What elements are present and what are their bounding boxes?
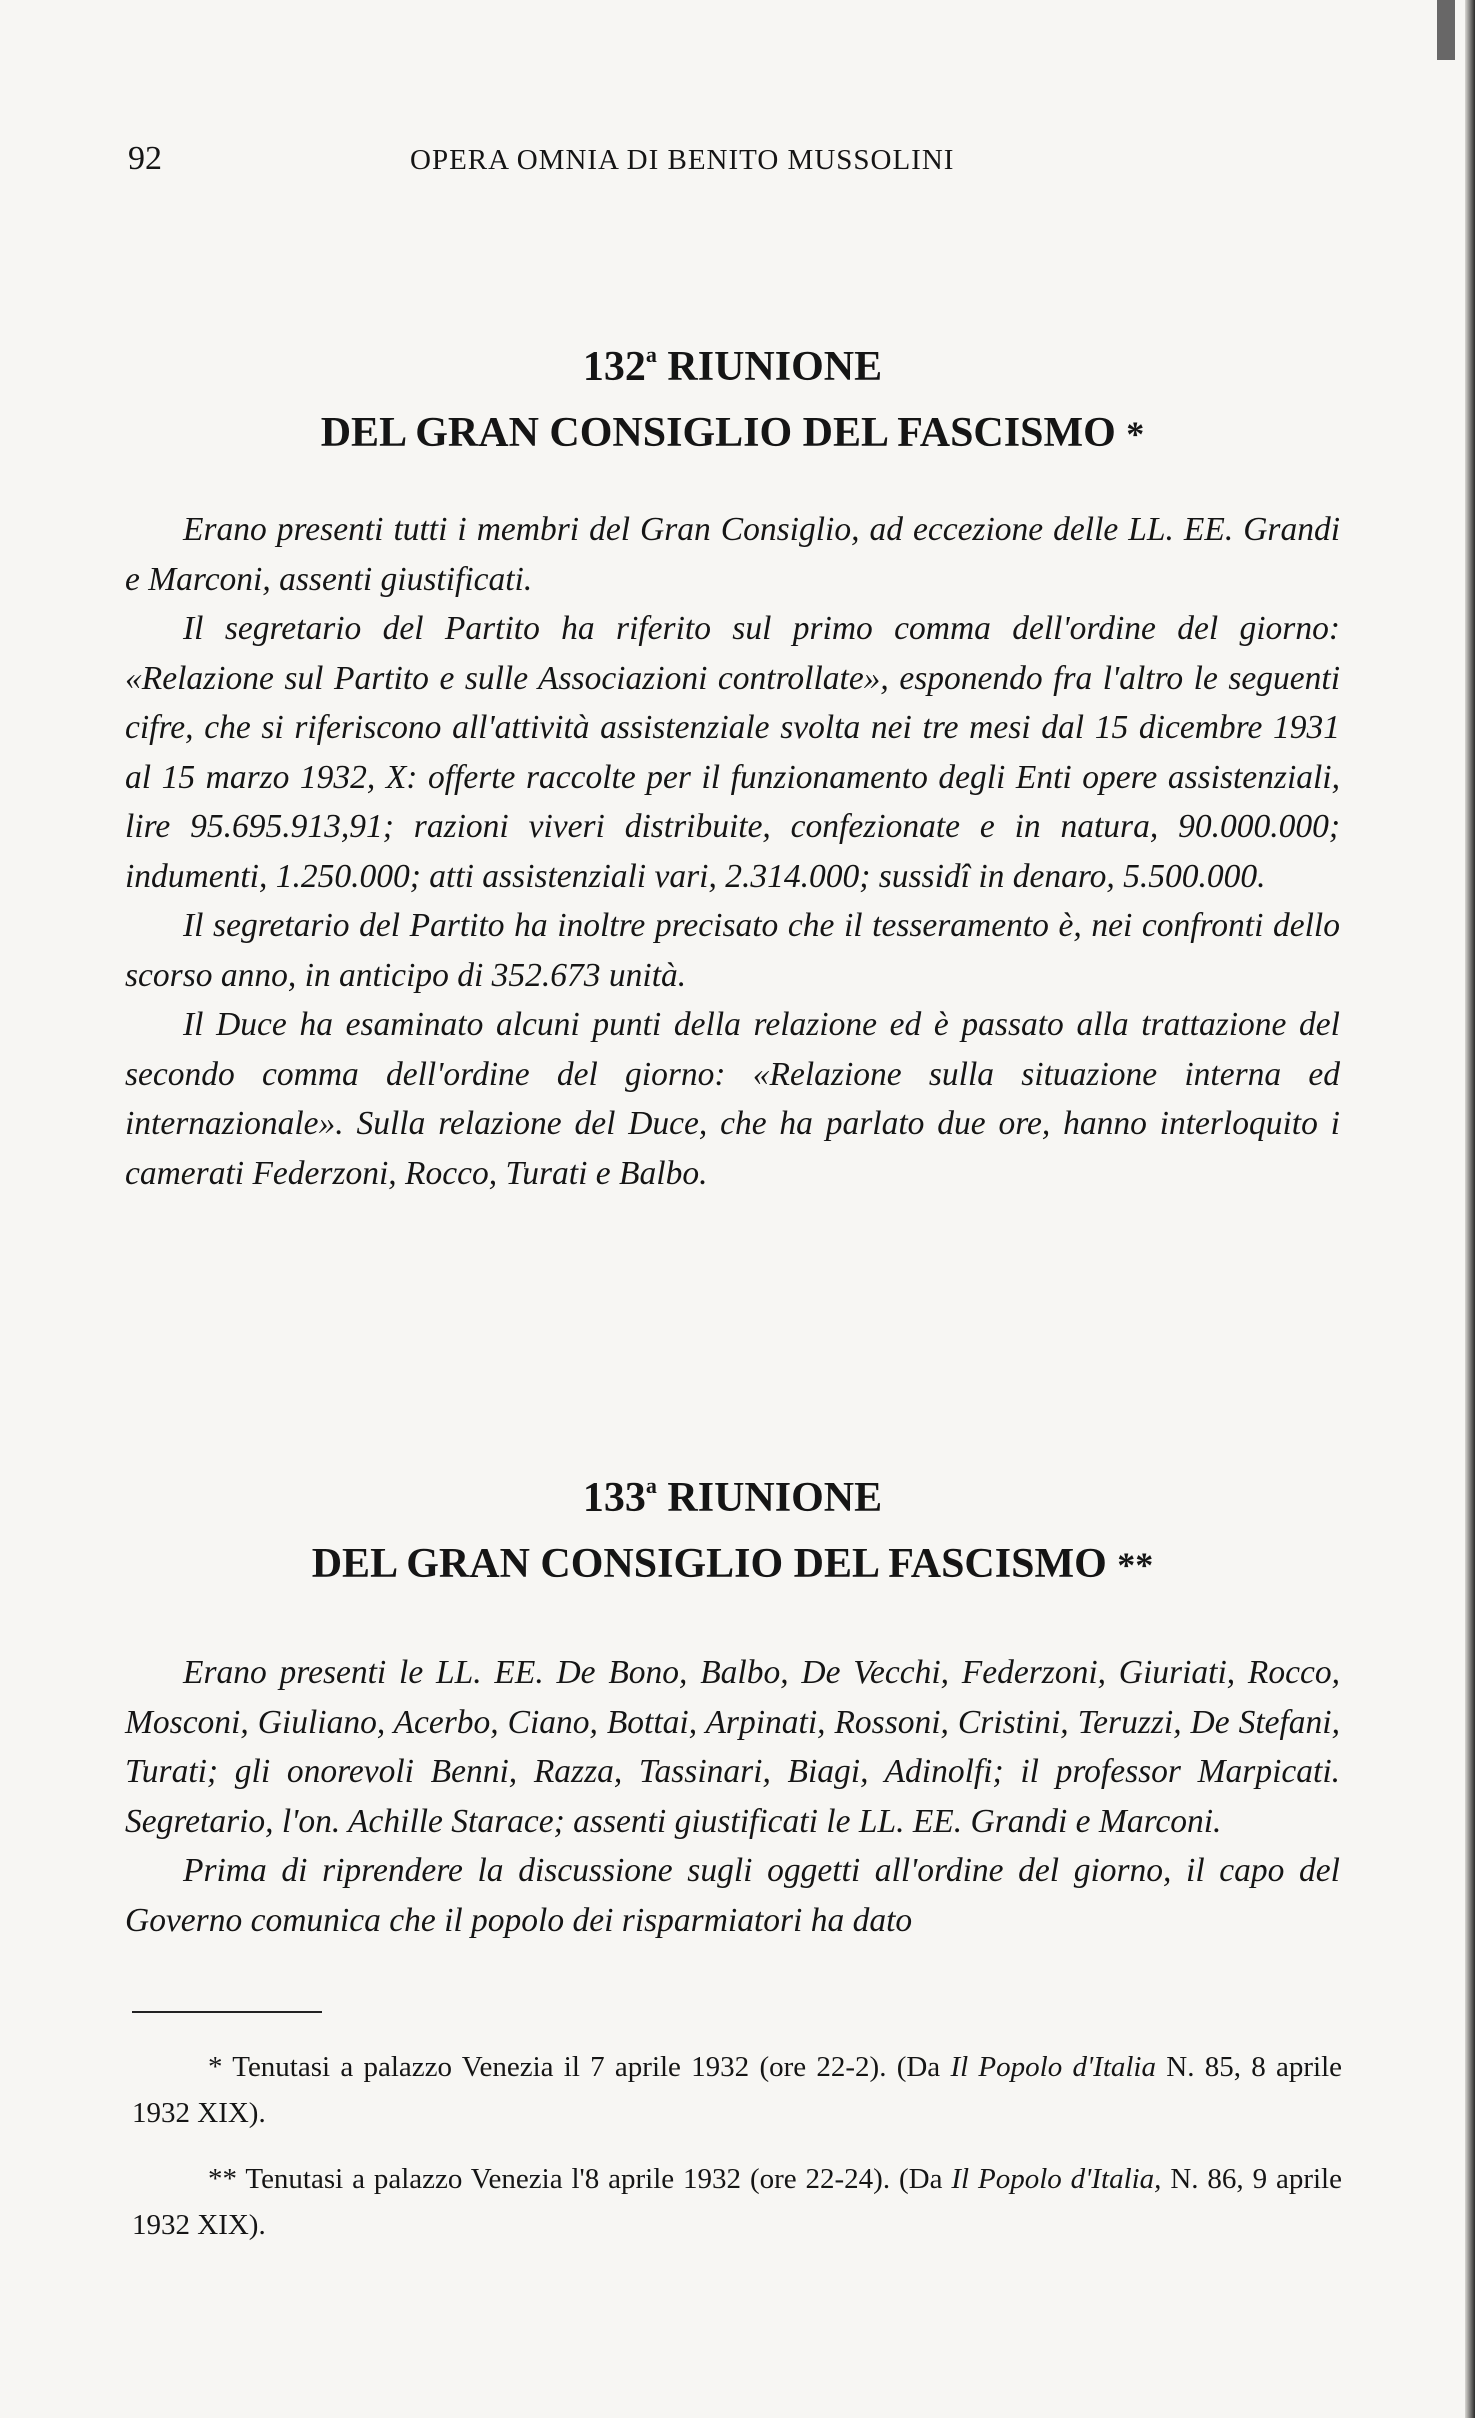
heading-title-line2: DEL GRAN CONSIGLIO DEL FASCISMO xyxy=(320,410,1116,456)
paragraph: Il segretario del Partito ha inoltre precisato che il tesseramento è, nei confronti dello scorso anno, in anticipo di 352.673 unità. xyxy=(125,907,1340,994)
heading-ordinal: a xyxy=(645,342,657,367)
footnote-text: Tenutasi a palazzo Venezia il 7 aprile 1932 (ore 22-2). (Da xyxy=(232,2051,951,2083)
scan-edge xyxy=(1465,0,1475,2418)
footnote-text-end: N. 86, 9 aprile 1932 XIX). xyxy=(132,2163,1342,2241)
section-132 xyxy=(125,322,1340,1198)
paragraph: Erano presenti le LL. EE. De Bono, Balbo, De Vecchi, Federzoni, Giuriati, Rocco, Mosconi, Giuliano, Acerbo, Ciano, Bottai, Arpinati, Rossoni, Cristini, Teruzzi, De Stefani, Turati; gli onorevoli Benni, Razza, Tassinari, Biagi, Adinolfi; il professor Marpicati. Segretario, l'on. Achille Starace; assenti giustificati le LL. EE. Grandi e Marconi. xyxy=(125,1654,1340,1840)
footnote-marker: ** xyxy=(208,2163,237,2195)
paragraph: Prima di riprendere la discussione sugli oggetti all'ordine del giorno, il capo del Governo comunica che il popolo dei risparmiatori ha dato xyxy=(125,1852,1340,1939)
footnote-1 xyxy=(132,2044,1342,2136)
heading-title-word: RIUNIONE xyxy=(667,1475,883,1521)
heading-title-word: RIUNIONE xyxy=(667,344,883,390)
heading-number: 133 xyxy=(582,1475,646,1521)
footnote-marker: ** xyxy=(1117,1545,1154,1585)
section-133 xyxy=(125,1453,1340,1945)
page-number: 92 xyxy=(128,140,162,177)
footnote-text-end: N. 85, 8 aprile 1932 XIX). xyxy=(132,2051,1342,2129)
footnotes xyxy=(132,2044,1342,2268)
section-heading xyxy=(125,1453,1340,1598)
page-header xyxy=(128,140,1128,200)
heading-ordinal: a xyxy=(645,1473,657,1498)
footnote-2 xyxy=(132,2156,1342,2248)
paragraph: Il segretario del Partito ha riferito sul primo comma dell'ordine del giorno: «Relazione sul Partito e sulle Associazioni controllate», esponendo fra l'altro le seguenti cifre, che si riferiscono all'attività assistenziale svolta nei tre mesi dal 15 dicembre 1931 al 15 marzo 1932, X: offerte raccolte per il funzionamento degli Enti opere assistenziali, lire 95.695.913,91; razioni viveri distribuite, confezionate e in natura, 90.000.000; indumenti, 1.250.000; atti assistenziali vari, 2.314.000; sussidî in denaro, 5.500.000. xyxy=(125,610,1340,895)
footnote-marker: * xyxy=(208,2051,223,2083)
footnote-marker: * xyxy=(1126,414,1145,454)
footnote-source: Il Popolo d'Italia xyxy=(950,2051,1156,2083)
running-title: OPERA OMNIA DI BENITO MUSSOLINI xyxy=(410,144,955,176)
paragraph: Il Duce ha esaminato alcuni punti della relazione ed è passato alla trattazione del secondo comma dell'ordine del giorno: «Relazione sulla situazione interna ed internazionale». Sulla relazione del Duce, che ha parlato due ore, hanno interloquito i camerati Federzoni, Rocco, Turati e Balbo. xyxy=(125,1006,1340,1192)
section-heading xyxy=(125,322,1340,467)
scan-artifact xyxy=(1437,0,1455,60)
heading-title-line2: DEL GRAN CONSIGLIO DEL FASCISMO xyxy=(311,1541,1107,1587)
footnote-divider xyxy=(132,2011,322,2013)
paragraph: Erano presenti tutti i membri del Gran Consiglio, ad eccezione delle LL. EE. Grandi e Marconi, assenti giustificati. xyxy=(125,511,1340,598)
footnote-source: Il Popolo d'Italia, xyxy=(951,2163,1162,2195)
footnote-text: Tenutasi a palazzo Venezia l'8 aprile 1932 (ore 22-24). (Da xyxy=(245,2163,952,2195)
heading-number: 132 xyxy=(582,344,646,390)
